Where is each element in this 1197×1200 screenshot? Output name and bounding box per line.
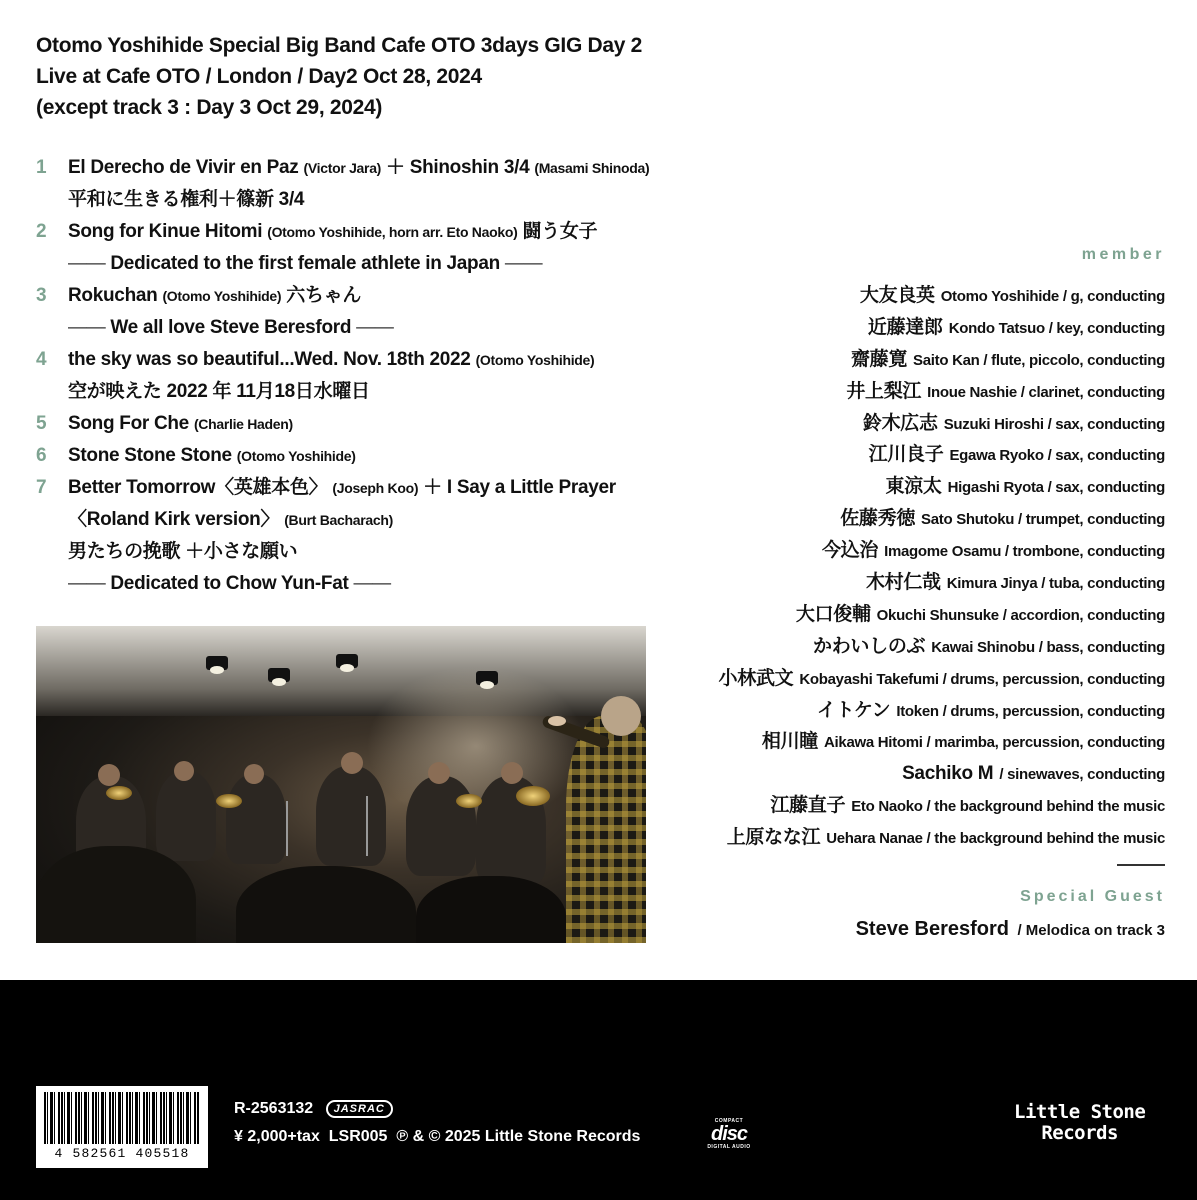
- musician-silhouette: [316, 766, 386, 866]
- member-row: [645, 312, 1165, 344]
- special-guest-heading: Special Guest: [1020, 888, 1165, 905]
- dedication-text: We all love Steve Beresford: [110, 317, 352, 338]
- stage-lamp: [476, 671, 498, 685]
- dash: ——: [353, 573, 391, 594]
- member-name-jp: かわいしのぶ: [813, 635, 926, 657]
- brass-instrument: [456, 794, 482, 808]
- member-row: [645, 726, 1165, 758]
- album-header: [36, 30, 642, 123]
- member-role: Sato Shutoku / trumpet, conducting: [921, 511, 1165, 529]
- member-role: Otomo Yoshihide / g, conducting: [940, 288, 1165, 305]
- members-heading: member: [1081, 246, 1165, 263]
- recording-note: (except track 3 : Day 3 Oct 29, 2024): [36, 96, 383, 119]
- member-row: [645, 280, 1165, 312]
- track-credit: (Otomo Yoshihide, horn arr. Eto Naoko): [267, 224, 518, 240]
- musician-silhouette: [156, 771, 216, 861]
- member-row: [645, 695, 1165, 727]
- catalog-line: [234, 1100, 393, 1118]
- conductor-hand: [548, 716, 566, 726]
- plus-sign: ＋: [423, 477, 442, 498]
- member-row: [645, 376, 1165, 408]
- tracklist: [36, 152, 736, 600]
- compact-text: COMPACT: [714, 1118, 744, 1124]
- member-name-jp: 上原なな江: [726, 827, 821, 849]
- member-row: [645, 535, 1165, 567]
- price-line: [234, 1128, 640, 1146]
- track-number: 2: [36, 221, 47, 242]
- dash: ——: [68, 573, 106, 594]
- album-title: Otomo Yoshihide Special Big Band Cafe OTO 3days GIG Day 2: [36, 34, 643, 57]
- audience-silhouette: [36, 846, 196, 943]
- barcode-digits: 4 582561 405518: [54, 1146, 190, 1161]
- member-row: [645, 790, 1165, 822]
- member-role: Okuchi Shunsuke / accordion, conducting: [876, 606, 1165, 624]
- track-title: El Derecho de Vivir en Paz: [68, 157, 299, 178]
- dash: ——: [504, 253, 543, 274]
- member-row: [645, 663, 1165, 695]
- track-2: [36, 216, 736, 248]
- track-3-dedication: [36, 312, 736, 344]
- track-7-jp: [36, 536, 736, 568]
- dedication-text: Dedicated to the first female athlete in Japan: [110, 253, 500, 274]
- musician-silhouette: [226, 774, 286, 864]
- member-row: [645, 408, 1165, 440]
- track-title-jp: 空が映えた 2022 年 11月18日水曜日: [68, 381, 370, 402]
- member-name-jp: 大口俊輔: [795, 603, 871, 625]
- brass-instrument: [516, 786, 550, 806]
- track-credit: (Joseph Koo): [332, 480, 419, 496]
- member-row: [645, 344, 1165, 376]
- member-name-jp: 木村仁哉: [865, 572, 941, 594]
- member-role: Kimura Jinya / tuba, conducting: [946, 575, 1165, 593]
- member-name-jp: 井上梨江: [846, 380, 922, 402]
- member-role: Kawai Shinobu / bass, conducting: [931, 638, 1165, 656]
- member-name-jp: 東涼太: [885, 476, 942, 498]
- compact-disc-logo: [706, 1118, 752, 1152]
- music-stand: [286, 801, 288, 856]
- barcode: [36, 1086, 208, 1168]
- member-name-jp: 小林武文: [718, 667, 794, 689]
- track-number: 1: [36, 157, 47, 178]
- track-credit: (Burt Bacharach): [284, 512, 393, 528]
- label-logo-line1: Little Stone: [1014, 1101, 1146, 1123]
- recording-location: Live at Cafe OTO / London / Day2 Oct 28, 2024: [36, 65, 482, 88]
- track-6: [36, 440, 736, 472]
- stage-lamp: [268, 668, 290, 682]
- track-title: Song For Che: [68, 413, 189, 434]
- conductor-head: [601, 696, 641, 736]
- disc-text: disc: [710, 1123, 748, 1145]
- member-role: Kobayashi Takefumi / drums, percussion, conducting: [799, 670, 1165, 688]
- track-credit: (Otomo Yoshihide): [236, 448, 356, 464]
- member-role: Suzuki Hiroshi / sax, conducting: [943, 415, 1165, 433]
- label-code: LSR005: [328, 1128, 388, 1145]
- musician-head: [244, 764, 264, 784]
- track-title: I Say a Little Prayer: [446, 477, 616, 498]
- track-title: the sky was so beautiful...Wed. Nov. 18th 2022: [68, 349, 471, 370]
- track-title: Song for Kinue Hitomi: [68, 221, 263, 242]
- label-logo: [1014, 1102, 1145, 1144]
- members-list: [645, 280, 1165, 854]
- member-row: [645, 599, 1165, 631]
- track-title: Better Tomorrow〈英雄本色〉: [68, 477, 328, 498]
- member-name-jp: 今込治: [821, 540, 879, 562]
- dash: ——: [356, 317, 394, 338]
- digital-audio-text: DIGITAL AUDIO: [707, 1144, 751, 1150]
- musician-head: [501, 762, 523, 784]
- track-4: [36, 344, 736, 376]
- track-5: [36, 408, 736, 440]
- member-name-jp: イトケン: [816, 699, 891, 721]
- musician-head: [98, 764, 120, 786]
- musician-head: [341, 752, 363, 774]
- member-name-jp: 江川良子: [868, 444, 944, 466]
- track-number: 6: [36, 445, 47, 466]
- track-credit: (Otomo Yoshihide): [162, 288, 282, 304]
- member-name-jp: 大友良英: [859, 285, 935, 306]
- track-title-jp: 闘う女子: [522, 221, 598, 242]
- track-3: [36, 280, 736, 312]
- member-role: / sinewaves, conducting: [999, 766, 1165, 784]
- music-stand: [366, 796, 368, 856]
- musician-head: [174, 761, 194, 781]
- track-credit: (Victor Jara): [303, 160, 382, 176]
- track-number: 3: [36, 285, 47, 306]
- musician-head: [428, 762, 450, 784]
- guest-role: / Melodica on track 3: [1017, 922, 1165, 939]
- audience-silhouette: [416, 876, 566, 943]
- track-7-cont: [36, 504, 736, 536]
- member-row: [645, 439, 1165, 471]
- track-4-jp: [36, 376, 736, 408]
- member-role: Itoken / drums, percussion, conducting: [896, 702, 1165, 720]
- member-name-jp: 相川瞳: [761, 731, 819, 753]
- stage-lamp: [206, 656, 228, 670]
- track-number: 7: [36, 477, 47, 498]
- member-role: Aikawa Hitomi / marimba, percussion, conducting: [824, 734, 1165, 752]
- concert-photo: [36, 626, 646, 943]
- member-name-jp: 江藤直子: [770, 795, 846, 817]
- track-title-jp: 男たちの挽歌 ＋小さな願い: [68, 541, 298, 562]
- price: ¥ 2,000+tax: [234, 1128, 320, 1145]
- member-role: Inoue Nashie / clarinet, conducting: [927, 383, 1165, 401]
- dedication-text: Dedicated to Chow Yun-Fat: [110, 573, 349, 594]
- track-1-jp: [36, 184, 736, 216]
- member-role: Egawa Ryoko / sax, conducting: [949, 447, 1165, 465]
- track-7: [36, 472, 736, 504]
- member-row: [645, 631, 1165, 663]
- stage-lamp: [336, 654, 358, 668]
- member-role: Eto Naoko / the background behind the music: [851, 798, 1165, 816]
- dash: ——: [68, 317, 106, 338]
- member-row: [645, 567, 1165, 599]
- track-credit: (Otomo Yoshihide): [475, 352, 595, 368]
- track-title: 〈Roland Kirk version〉: [68, 509, 280, 530]
- musician-silhouette: [406, 776, 476, 876]
- brass-instrument: [216, 794, 242, 808]
- conductor-jacket: [566, 716, 646, 943]
- member-role: Kondo Tatsuo / key, conducting: [948, 319, 1165, 337]
- track-7-dedication: [36, 568, 736, 600]
- guest-name: Steve Beresford: [855, 918, 1009, 940]
- special-guest: [856, 918, 1165, 941]
- track-2-dedication: [36, 248, 736, 280]
- member-role: Uehara Nanae / the background behind the music: [826, 830, 1165, 848]
- member-name-jp: 齋藤寛: [850, 348, 908, 370]
- member-row: [645, 758, 1165, 790]
- track-title: Shinoshin 3/4: [409, 157, 530, 178]
- member-role: Saito Kan / flute, piccolo, conducting: [913, 351, 1165, 369]
- brass-instrument: [106, 786, 132, 800]
- member-role: Imagome Osamu / trombone, conducting: [884, 543, 1165, 561]
- member-role: Higashi Ryota / sax, conducting: [947, 479, 1165, 497]
- jasrac-logo: JASRAC: [326, 1100, 393, 1118]
- dash: ——: [68, 253, 106, 274]
- track-number: 4: [36, 349, 47, 370]
- track-1: [36, 152, 736, 184]
- track-title: Stone Stone Stone: [68, 445, 232, 466]
- track-number: 5: [36, 413, 47, 434]
- member-name-jp: 佐藤秀徳: [840, 508, 916, 530]
- barcode-bars: [44, 1092, 200, 1144]
- audience-silhouette: [236, 866, 416, 943]
- track-title-jp: 六ちゃん: [286, 285, 362, 306]
- track-credit: (Masami Shinoda): [534, 160, 650, 176]
- member-row: [645, 471, 1165, 503]
- divider: [1117, 864, 1165, 866]
- track-title: Rokuchan: [68, 285, 158, 306]
- copyright: ℗ & © 2025 Little Stone Records: [396, 1128, 641, 1145]
- member-name-jp: Sachiko M: [902, 763, 994, 785]
- member-row: [645, 822, 1165, 854]
- member-name-jp: 近藤達郎: [867, 316, 943, 338]
- track-credit: (Charlie Haden): [193, 416, 293, 432]
- catalog-number: R-2563132: [234, 1100, 314, 1118]
- member-row: [645, 503, 1165, 535]
- member-name-jp: 鈴木広志: [862, 412, 938, 434]
- label-logo-line2: Records: [1041, 1122, 1118, 1144]
- plus-sign: ＋: [386, 157, 405, 178]
- track-title-jp: 平和に生きる権利＋篠新 3/4: [68, 189, 305, 210]
